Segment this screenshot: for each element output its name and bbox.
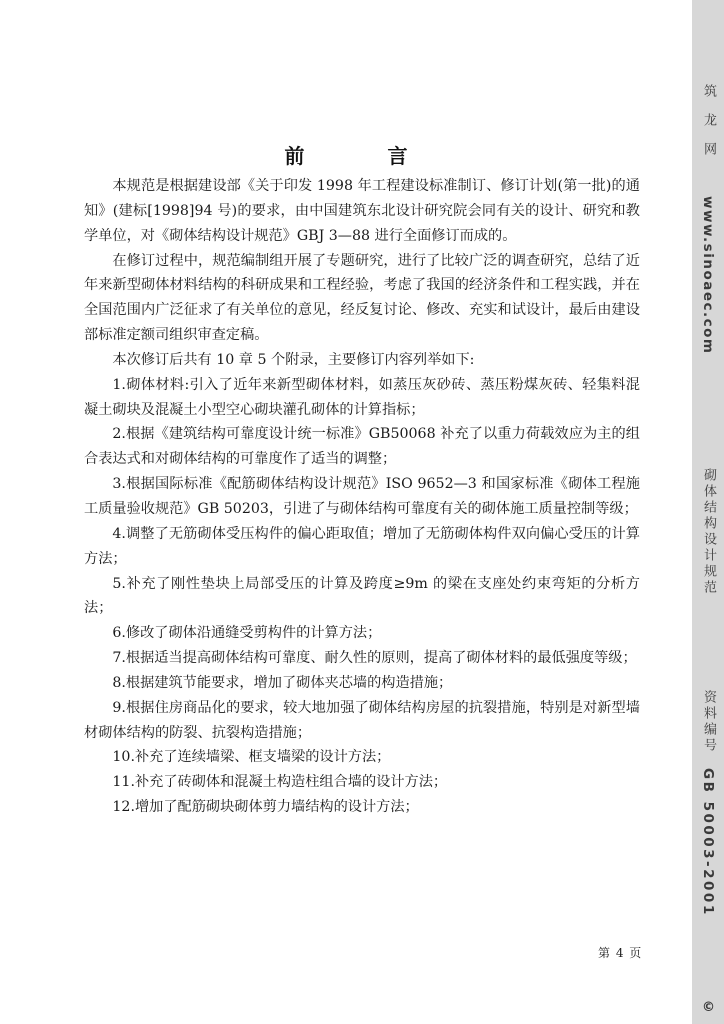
page-number: 第 4 页	[598, 946, 643, 960]
list-item: 1.砌体材料:引入了近年来新型砌体材料，如蒸压灰砂砖、蒸压粉煤灰砖、轻集料混凝土砌块及混凝土小型空心砌块灌孔砌体的计算指标；	[84, 376, 640, 418]
list-item: 7.根据适当提高砌体结构可靠度、耐久性的原则，提高了砌体材料的最低强度等级；	[112, 650, 637, 667]
code-label: 资料编号	[701, 690, 716, 754]
list-item: 9.根据住房商品化的要求，较大地加强了砌体结构房屋的抗裂措施，特别是对新型墙材砌体结构的防裂、抗裂构造措施；	[84, 699, 640, 741]
paragraph: 在修订过程中，规范编制组开展了专题研究，进行了比较广泛的调查研究，总结了近年来新型砌体材料结构的科研成果和工程经验，考虑了我国的经济条件和工程实践，并在全国范围内广泛征求了有关单位的意见，经反复讨论、修改、充实和试设计，最后由建设部标准定额司组织审查定稿。	[84, 252, 640, 344]
standard-code: GB 50003-2001	[700, 768, 716, 917]
standard-name: 砌体结构设计规范	[701, 468, 716, 596]
page-title: 前 言	[284, 144, 446, 168]
list-item: 5.补充了刚性垫块上局部受压的计算及跨度≥9m 的梁在支座处约束弯矩的分析方法；	[84, 575, 640, 617]
copyright-icon: ©	[701, 1000, 716, 1015]
list-item: 6.修改了砌体沿通缝受剪构件的计算方法；	[112, 625, 382, 642]
list-item: 2.根据《建筑结构可靠度设计统一标准》GB50068 补充了以重力荷载效应为主的组合表达式和对砌体结构的可靠度作了适当的调整；	[84, 426, 640, 468]
list-item: 12.增加了配筋砌块砌体剪力墙结构的设计方法；	[112, 799, 419, 816]
list-item: 11.补充了砖砌体和混凝土构造柱组合墙的设计方法；	[112, 774, 448, 791]
paragraph: 本规范是根据建设部《关于印发 1998 年工程建设标准制订、修订计划(第一批)的通知》(建标[1998]94 号)的要求，由中国建筑东北设计研究院会同有关的设计、研究和教学单位，对《砌体结构设计规范》GBJ 3—88 进行全面修订而成的。	[84, 178, 640, 244]
brand-label: 筑 龙 网	[701, 84, 716, 162]
list-item: 8.根据建筑节能要求，增加了砌体夹芯墙的构造措施；	[112, 674, 453, 691]
list-item: 3.根据国际标准《配筋砌体结构设计规范》ISO 9652—3 和国家标准《砌体工程施工质量验收规范》GB 50203，引进了与砌体结构可靠度有关的砌体施工质量控制等级；	[84, 476, 640, 517]
body-text	[84, 174, 640, 820]
site-url: www.sinoaec.com	[700, 196, 716, 355]
side-watermark-bar	[692, 0, 724, 1024]
list-item: 4.调整了无筋砌体受压构件的偏心距取值；增加了无筋砌体构件双向偏心受压的计算方法；	[84, 525, 640, 567]
paragraph: 本次修订后共有 10 章 5 个附录，主要修订内容列举如下:	[112, 351, 475, 368]
list-item: 10.补充了连续墙梁、框支墙梁的设计方法；	[112, 749, 391, 766]
